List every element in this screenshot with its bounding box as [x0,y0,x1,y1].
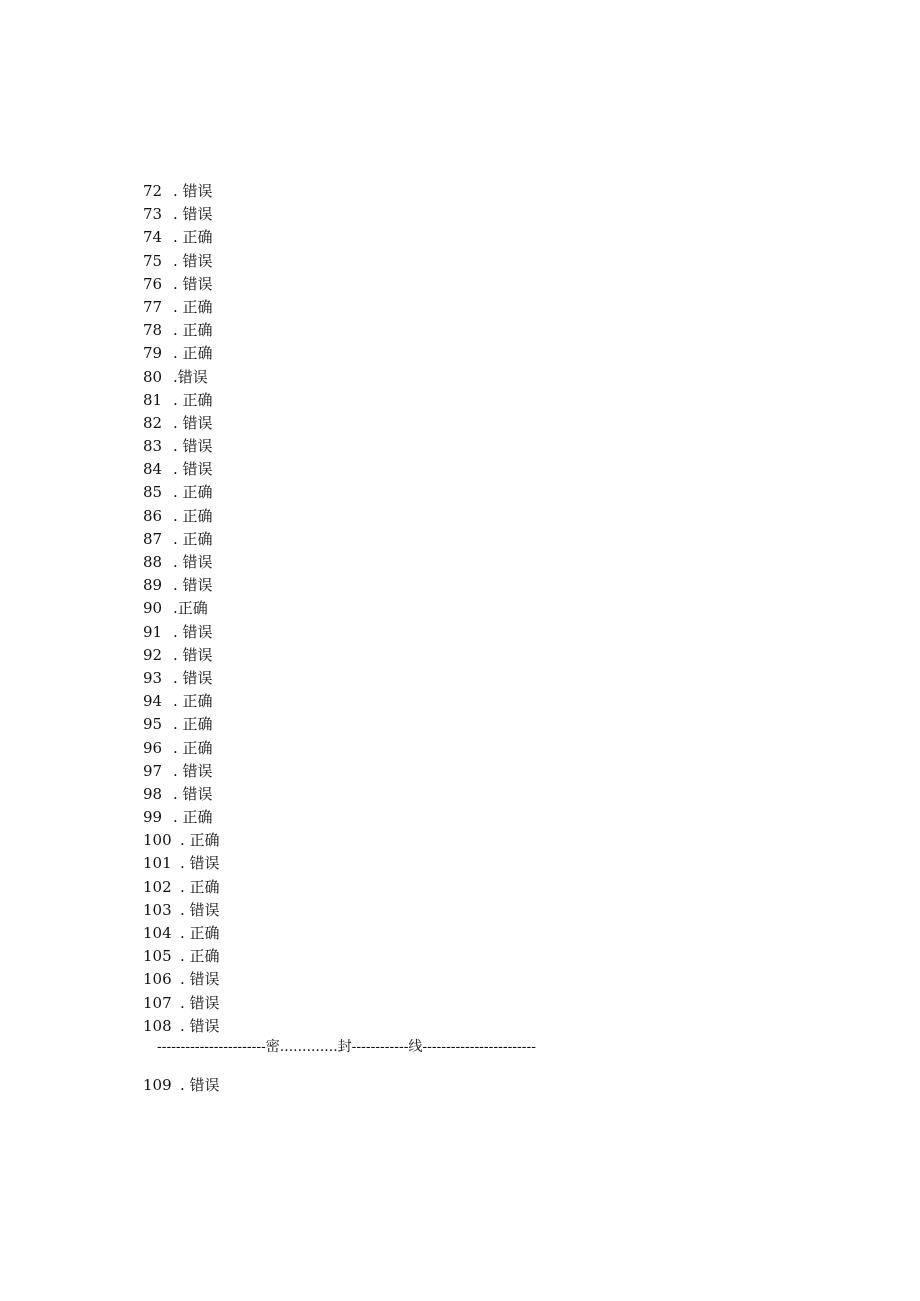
answer-item-94 [143,690,220,713]
answer-text: . 错误 [173,437,213,456]
answer-number: 72 [143,182,163,200]
answer-item-72 [143,180,220,203]
answer-item-108 [143,1015,220,1038]
answer-text: . 正确 [180,947,220,966]
answer-item-75 [143,250,220,273]
answer-text: . 错误 [173,553,213,571]
answer-text: . 错误 [173,274,213,293]
answer-text: . 正确 [173,483,213,502]
answer-item-98 [143,783,220,806]
answer-item-78 [143,319,220,342]
answer-item-87 [143,528,220,551]
answer-item-96 [143,737,220,760]
answer-item-97 [143,760,220,783]
answer-item-95 [143,713,220,736]
answer-number: 107 [143,993,172,1012]
answer-item-76 [143,273,220,296]
answer-text: . 错误 [173,784,213,803]
answer-number: 74 [143,228,163,247]
answer-text: . 正确 [173,506,213,525]
answer-number: 75 [143,251,163,270]
answer-text: . 正确 [173,808,213,827]
answer-number: 88 [143,553,163,571]
answer-number: 83 [143,437,163,456]
answer-item-102 [143,876,220,899]
answer-number: 91 [143,622,163,641]
answer-number: 106 [143,970,172,989]
answer-item-104 [143,922,220,945]
answer-text: . 错误 [173,413,213,432]
answer-item-90 [143,597,220,620]
answer-text: . 正确 [173,390,213,409]
answer-text: . 正确 [180,877,220,896]
answer-text: . 错误 [180,970,220,989]
answer-number: 99 [143,808,163,827]
answer-text: . 错误 [173,576,213,595]
answer-number: 100 [143,831,172,850]
answer-list [143,180,220,1038]
answer-number: 94 [143,692,163,711]
answer-item-81 [143,389,220,412]
seal-line: -----------------------密.............封------------线------------------------ [157,1039,536,1055]
answer-number: 89 [143,576,163,595]
answer-number: 96 [143,738,163,757]
answer-text: .错误 [173,367,208,386]
answer-text: . 错误 [173,668,213,687]
answer-number: 90 [143,599,163,618]
answer-number: 79 [143,344,163,363]
answer-number: 102 [143,877,172,896]
answer-text: . 错误 [173,182,213,200]
answer-item-109 [143,1074,220,1097]
answer-number: 109 [143,1076,172,1094]
answer-number: 80 [143,367,163,386]
answer-item-91 [143,621,220,644]
answer-number: 108 [143,1016,172,1035]
answer-item-103 [143,899,220,922]
answer-item-105 [143,945,220,968]
answer-text: . 正确 [173,344,213,363]
answer-number: 82 [143,413,163,432]
answer-item-73 [143,203,220,226]
answer-item-107 [143,992,220,1015]
answer-text: . 正确 [173,692,213,711]
answer-item-106 [143,968,220,991]
answer-item-101 [143,852,220,875]
answer-text: . 错误 [180,993,220,1012]
answer-item-89 [143,574,220,597]
answer-number: 98 [143,784,163,803]
answer-item-100 [143,829,220,852]
answer-text: . 正确 [173,321,213,340]
answer-text: . 错误 [180,900,220,919]
answer-number: 103 [143,900,172,919]
answer-number: 85 [143,483,163,502]
answer-item-82 [143,412,220,435]
answer-number: 101 [143,854,172,873]
answer-item-84 [143,458,220,481]
answer-text: . 错误 [173,761,213,780]
answer-number: 77 [143,297,163,316]
answer-number: 73 [143,205,163,224]
answer-item-80 [143,366,220,389]
answer-item-74 [143,226,220,249]
answer-number: 81 [143,390,163,409]
answer-text: . 错误 [180,854,220,873]
answer-item-86 [143,505,220,528]
answer-text: . 错误 [173,645,213,664]
answer-number: 84 [143,460,163,479]
answer-text: .正确 [173,599,208,618]
answer-text: . 错误 [173,251,213,270]
answer-item-88 [143,551,220,574]
answer-number: 87 [143,529,163,548]
answer-item-93 [143,667,220,690]
answer-text: . 错误 [173,622,213,641]
answer-text: . 正确 [180,831,220,850]
answer-item-92 [143,644,220,667]
answer-number: 93 [143,668,163,687]
answer-item-79 [143,342,220,365]
answer-item-77 [143,296,220,319]
answer-number: 97 [143,761,163,780]
answer-item-85 [143,481,220,504]
answer-number: 95 [143,715,163,734]
answer-text: . 错误 [173,205,213,224]
answer-text: . 正确 [173,529,213,548]
answer-item-99 [143,806,220,829]
answer-text: . 正确 [180,924,220,942]
answer-text: . 正确 [173,228,213,247]
answer-text: . 正确 [173,297,213,316]
answer-text: . 正确 [173,738,213,757]
answer-text: . 错误 [180,1016,220,1035]
answer-number: 76 [143,274,163,293]
answer-text: . 正确 [173,715,213,734]
answer-item-83 [143,435,220,458]
answer-number: 104 [143,924,172,942]
answer-number: 78 [143,321,163,340]
answer-number: 86 [143,506,163,525]
answer-text: . 错误 [173,460,213,479]
answer-number: 105 [143,947,172,966]
answer-number: 92 [143,645,163,664]
answer-text: . 错误 [180,1076,220,1094]
